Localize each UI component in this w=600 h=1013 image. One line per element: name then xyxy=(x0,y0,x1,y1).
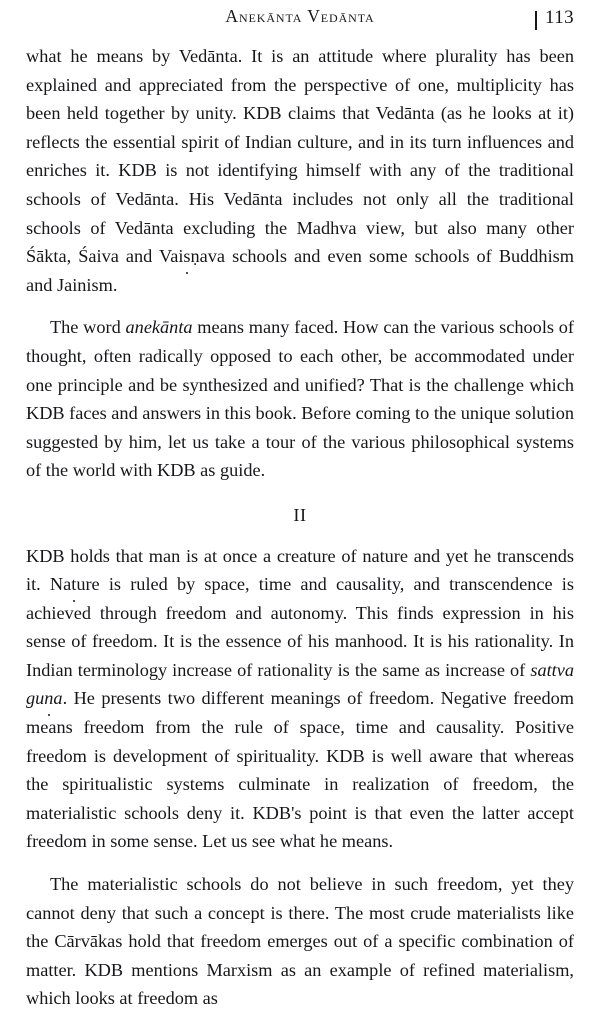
body-text xyxy=(26,42,574,1013)
diacritic-s: s xyxy=(183,242,190,271)
paragraph-4: The materialistic schools do not believe in such freedom, yet they cannot deny that such a concept is there. The most crude materialists like the Cārvākas hold that freedom emerges out of a specific combination of matter. KDB mentions Marxism as an example of refined materialism, which looks at freedom as xyxy=(26,874,574,1009)
paragraph-3: KDB holds that man is at once a creature of nature and yet he transcends it. Nature is ruled by space, time and causality, and transcendence is achieved through freedom and autonomy. This finds expression in his sense of freedom. It is the essence of his manhood. It is his rationality. In Indian terminology increase of rationality is the same as increase of sattva guna. He presents two different meanings of freedom. Negative freedom means freedom from the rule of space, time and causality. Positive freedom is development of spirituality. KDB is well aware that whereas the spiritualistic systems culminate in realization of freedom, the materialistic schools deny it. KDB's point is that even the latter accept freedom in some sense. Let us see what he means. xyxy=(26,545,574,852)
folio-rule-icon xyxy=(535,11,537,30)
folio-number: 113 xyxy=(545,7,574,28)
italic-term-anekanta: anekānta xyxy=(125,317,193,338)
paragraph-2: The word anekānta means many faced. How can the various schools of thought, often radically opposed to each other, be accommodated under one principle and be synthesized and unified? That is the challenge which KDB faces and answers in this book. Before coming to the unique solution suggested by him, let us take a tour of the various philosophical systems of the world with KDB as guide. xyxy=(26,317,575,481)
diacritic-t: t xyxy=(71,570,76,599)
paragraph-1: what he means by Vedānta. It is an attitude where plurality has been explained and appreciated from the perspective of one, multiplicity has been held together by unity. KDB claims that Vedānta (as he looks at it) reflects the essential spirit of Indian culture, and in its turn influences and enriches it. KDB is not identifying himself with any of the traditional schools of Vedānta. His Vedānta includes not only all the traditional schools of Vedānta excluding the Madhva view, but also many other Śākta, Śaiva and Vaisṇava schools and even some schools of Buddhism and Jainism. xyxy=(26,46,574,295)
running-head xyxy=(26,0,574,38)
italic-term-sattva-guna: sattva guna xyxy=(26,660,574,709)
section-number: II xyxy=(293,504,307,525)
page-folio xyxy=(535,7,574,29)
diacritic-n: n xyxy=(44,684,53,713)
running-head-title: Anekānta Vedānta xyxy=(225,6,375,26)
